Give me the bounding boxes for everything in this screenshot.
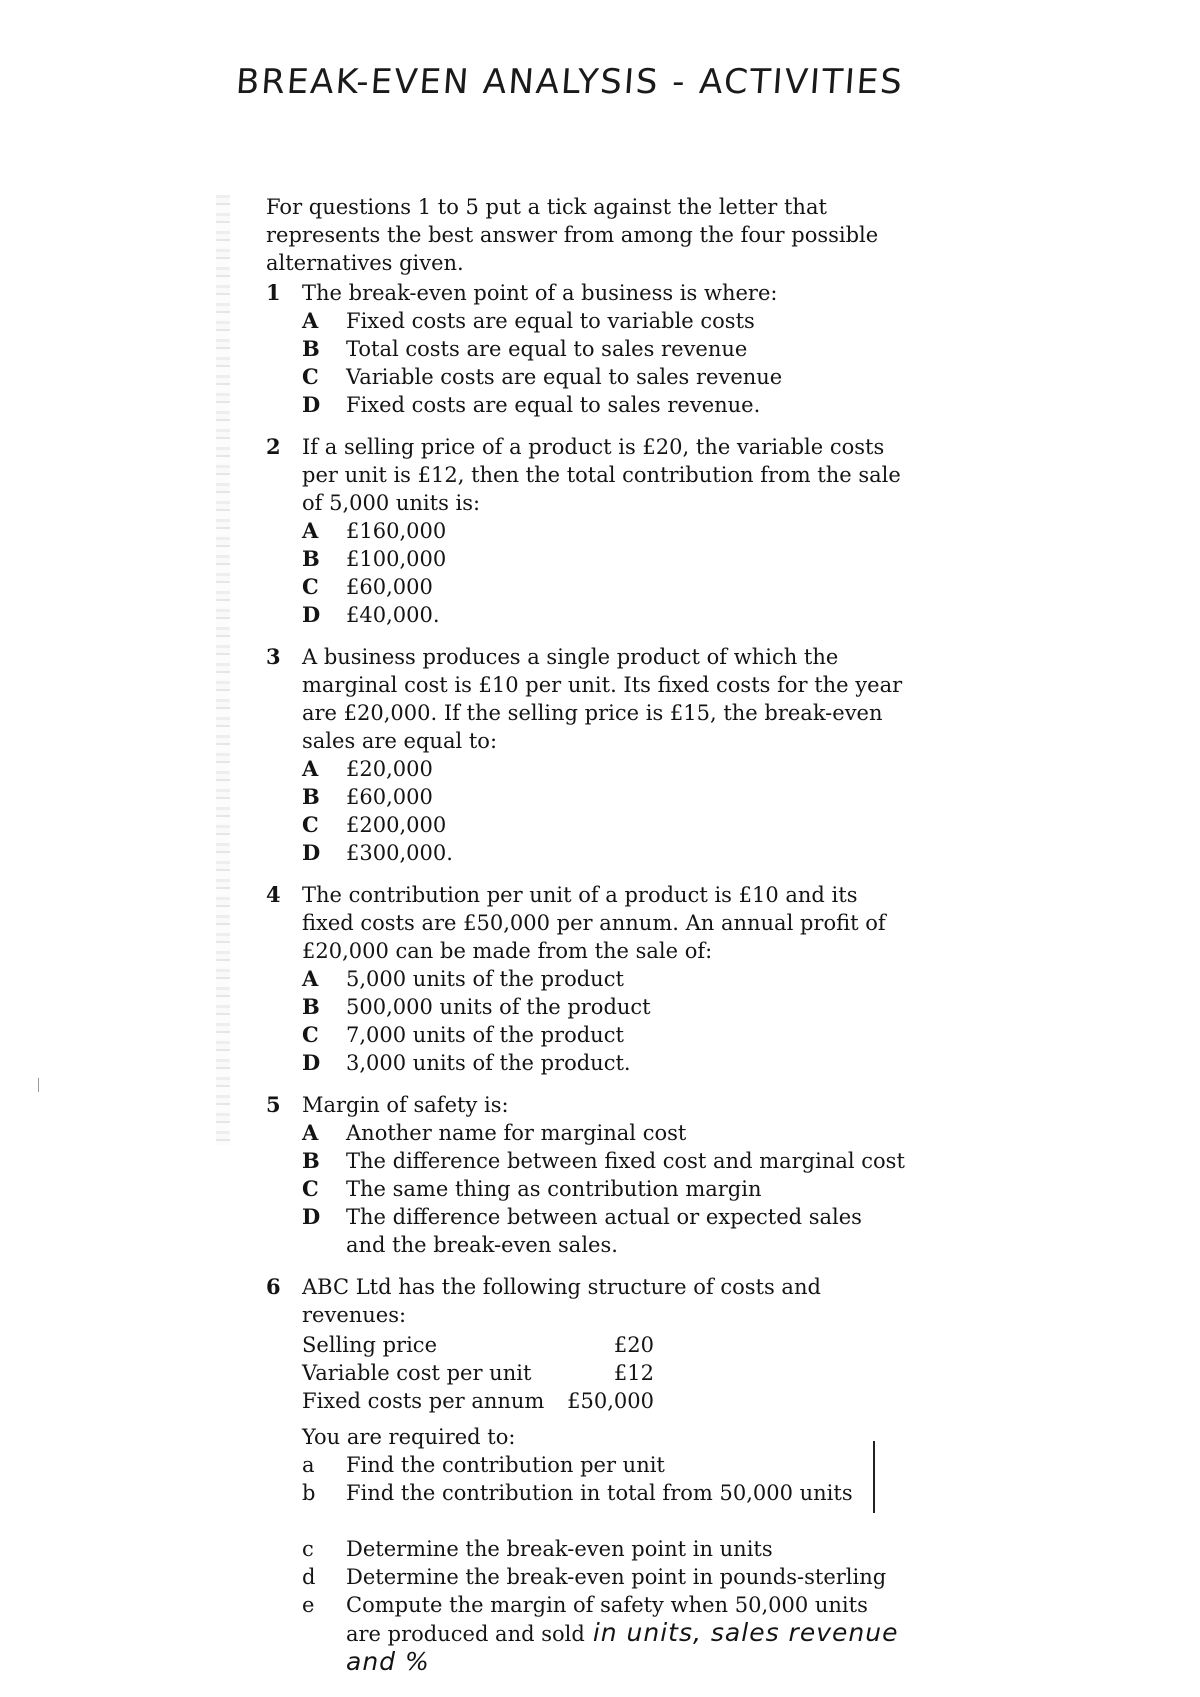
task-e	[302, 1591, 906, 1677]
option-c	[302, 573, 906, 601]
option-letter: B	[302, 994, 320, 1019]
option-text: £100,000	[346, 547, 447, 571]
task-text: Determine the break-even point in pounds-sterling	[346, 1565, 887, 1589]
option-c	[302, 1021, 906, 1049]
option-d	[302, 601, 906, 629]
cost-value: £12	[613, 1361, 654, 1385]
task-letter: d	[302, 1565, 316, 1589]
cost-row-variable-cost	[302, 1359, 654, 1387]
task-letter: e	[302, 1593, 315, 1617]
option-text: The same thing as contribution margin	[346, 1177, 762, 1201]
option-letter: A	[302, 518, 319, 543]
option-letter: B	[302, 1148, 320, 1173]
task-letter: c	[302, 1537, 314, 1561]
question-number: 2	[266, 434, 281, 459]
question-4	[266, 881, 906, 1077]
cost-value: £50,000	[567, 1389, 654, 1413]
cost-structure-table	[302, 1331, 906, 1415]
task-text: Find the contribution per unit	[346, 1453, 665, 1477]
task-letter: a	[302, 1453, 315, 1477]
option-d	[302, 391, 906, 419]
cost-label: Fixed costs per annum	[302, 1389, 545, 1413]
option-letter: A	[302, 966, 319, 991]
option-letter: D	[302, 1050, 321, 1075]
option-text: Another name for marginal cost	[346, 1121, 687, 1145]
option-text: Variable costs are equal to sales revenue	[346, 365, 783, 389]
option-a	[302, 517, 906, 545]
task-a	[302, 1451, 906, 1479]
option-a	[302, 1119, 906, 1147]
option-letter: C	[302, 364, 319, 389]
question-5	[266, 1091, 906, 1259]
cost-row-selling-price	[302, 1331, 654, 1359]
option-text: £300,000.	[346, 841, 453, 865]
option-letter: B	[302, 336, 320, 361]
option-text: £160,000	[346, 519, 447, 543]
question-2	[266, 433, 906, 629]
question-3	[266, 643, 906, 867]
option-text: 7,000 units of the product	[346, 1023, 624, 1047]
option-text: 3,000 units of the product.	[346, 1051, 631, 1075]
question-text: A business produces a single product of which the marginal cost is £10 per unit. Its fixed costs for the year are £20,000. If the selling price is £15, the break-even sales are equal to:	[302, 645, 903, 753]
option-b	[302, 1147, 906, 1175]
option-c	[302, 811, 906, 839]
option-a	[302, 307, 906, 335]
option-text: The difference between actual or expected sales and the break-even sales.	[346, 1205, 862, 1257]
option-text: 5,000 units of the product	[346, 967, 624, 991]
handwritten-note: in units, sales revenue and %	[346, 1618, 899, 1676]
option-letter: D	[302, 1204, 321, 1229]
option-letter: D	[302, 840, 321, 865]
worksheet-content	[266, 193, 906, 1677]
option-letter: C	[302, 812, 319, 837]
question-number: 1	[266, 280, 281, 305]
option-text: £60,000	[346, 785, 433, 809]
option-a	[302, 965, 906, 993]
spacer	[302, 1507, 906, 1535]
option-letter: D	[302, 602, 321, 627]
option-letter: A	[302, 308, 319, 333]
cost-row-fixed-costs	[302, 1387, 654, 1415]
task-text: Find the contribution in total from 50,000 units	[346, 1481, 853, 1505]
option-c	[302, 1175, 906, 1203]
option-d	[302, 1049, 906, 1077]
question-text: ABC Ltd has the following structure of costs and revenues:	[302, 1275, 821, 1327]
option-letter: C	[302, 574, 319, 599]
cost-value: £20	[613, 1333, 654, 1357]
option-letter: C	[302, 1022, 319, 1047]
handwritten-title: BREAK-EVEN ANALYSIS - ACTIVITIES	[234, 62, 906, 102]
instructions: For questions 1 to 5 put a tick against the letter that represents the best answer from among the four possible alternatives given.	[266, 195, 879, 275]
option-text: The difference between fixed cost and marginal cost	[346, 1149, 905, 1173]
option-d	[302, 839, 906, 867]
cost-label: Variable cost per unit	[302, 1361, 532, 1385]
option-b	[302, 545, 906, 573]
margin-bracket-mark	[873, 1441, 875, 1513]
question-text: If a selling price of a product is £20, the variable costs per unit is £12, then the total contribution from the sale of 5,000 units is:	[302, 435, 901, 515]
option-b	[302, 993, 906, 1021]
option-b	[302, 335, 906, 363]
question-text: Margin of safety is:	[302, 1093, 509, 1117]
question-number: 5	[266, 1092, 281, 1117]
question-number: 6	[266, 1274, 281, 1299]
task-text: Determine the break-even point in units	[346, 1537, 773, 1561]
option-text: Fixed costs are equal to sales revenue.	[346, 393, 761, 417]
question-6	[266, 1273, 906, 1677]
task-text: Compute the margin of safety when 50,000 units are produced and sold	[346, 1593, 868, 1646]
option-c	[302, 363, 906, 391]
question-text: The contribution per unit of a product is £10 and its fixed costs are £50,000 per annum. An annual profit of £20,000 can be made from the sale of:	[302, 883, 886, 963]
task-d	[302, 1563, 906, 1591]
binding-shadow	[216, 195, 230, 1145]
option-a	[302, 755, 906, 783]
option-text: £20,000	[346, 757, 433, 781]
question-1	[266, 279, 906, 419]
task-c	[302, 1535, 906, 1563]
option-text: Fixed costs are equal to variable costs	[346, 309, 755, 333]
option-d	[302, 1203, 906, 1259]
option-letter: A	[302, 756, 319, 781]
option-text: £60,000	[346, 575, 433, 599]
option-letter: A	[302, 1120, 319, 1145]
scan-mark	[38, 1078, 39, 1092]
required-text: You are required to:	[302, 1425, 516, 1449]
question-text: The break-even point of a business is where:	[302, 281, 778, 305]
option-text: £40,000.	[346, 603, 440, 627]
task-letter: b	[302, 1481, 316, 1505]
option-letter: B	[302, 784, 320, 809]
question-number: 4	[266, 882, 281, 907]
option-text: £200,000	[346, 813, 447, 837]
question-number: 3	[266, 644, 281, 669]
option-text: Total costs are equal to sales revenue	[346, 337, 748, 361]
cost-label: Selling price	[302, 1333, 437, 1357]
option-b	[302, 783, 906, 811]
task-b	[302, 1479, 906, 1507]
option-letter: B	[302, 546, 320, 571]
option-text: 500,000 units of the product	[346, 995, 651, 1019]
option-letter: D	[302, 392, 321, 417]
option-letter: C	[302, 1176, 319, 1201]
